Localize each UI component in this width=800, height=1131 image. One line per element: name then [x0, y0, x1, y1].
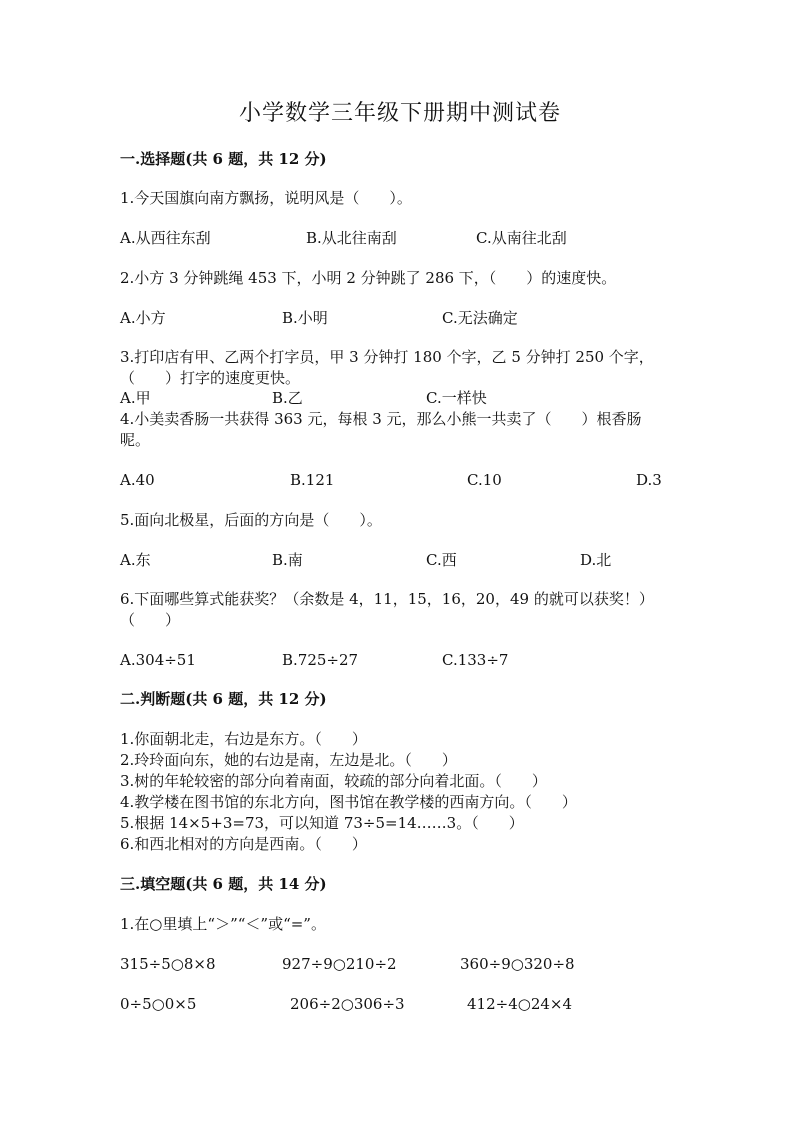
- option-a: A.40: [120, 471, 155, 489]
- question-stem: 1.在○里填上“＞”“＜”或“=”。: [120, 915, 326, 933]
- judgement-item: 2.玲玲面向东，她的右边是南，左边是北。（ ）: [120, 751, 457, 769]
- comparison-item: 412÷4○24×4: [467, 995, 573, 1013]
- judgement-item: 5.根据 14×5+3=73，可以知道 73÷5=14……3。（ ）: [120, 814, 524, 832]
- question-stem: 4.小美卖香肠一共获得 363 元，每根 3 元，那么小熊一共卖了（ ）根香肠: [120, 410, 642, 428]
- option-a: A.东: [120, 551, 151, 569]
- judgement-item: 4.教学楼在图书馆的东北方向，图书馆在教学楼的西南方向。（ ）: [120, 793, 577, 811]
- section-heading-choice: 一.选择题(共 6 题，共 12 分): [120, 150, 327, 168]
- option-c: C.从南往北刮: [476, 229, 567, 247]
- question-stem: 5.面向北极星，后面的方向是（ ）。: [120, 511, 382, 529]
- judgement-item: 6.和西北相对的方向是西南。（ ）: [120, 835, 367, 853]
- question-stem: 3.打印店有甲、乙两个打字员，甲 3 分钟打 180 个字，乙 5 分钟打 250 个字，: [120, 348, 654, 366]
- judgement-item: 1.你面朝北走，右边是东方。（ ）: [120, 730, 367, 748]
- option-d: D.北: [580, 551, 612, 569]
- option-c: C.10: [467, 471, 502, 489]
- question-stem: 6.下面哪些算式能获奖？（余数是 4，11，15，16，20，49 的就可以获奖！）: [120, 590, 654, 608]
- section-heading-fill: 三.填空题(共 6 题，共 14 分): [120, 875, 327, 893]
- option-c: C.一样快: [426, 389, 487, 407]
- option-a: A.甲: [120, 389, 151, 407]
- comparison-item: 360÷9○320÷8: [460, 955, 575, 973]
- option-b: B.南: [272, 551, 303, 569]
- option-d: D.3: [636, 471, 662, 489]
- option-b: B.121: [290, 471, 335, 489]
- comparison-item: 206÷2○306÷3: [290, 995, 405, 1013]
- option-b: B.725÷27: [282, 651, 359, 669]
- question-stem: 2.小方 3 分钟跳绳 453 下，小明 2 分钟跳了 286 下，（ ）的速度快。: [120, 269, 617, 287]
- option-b: B.小明: [282, 309, 328, 327]
- option-b: B.从北往南刮: [306, 229, 397, 247]
- question-stem-continued: （ ）打字的速度更快。: [120, 369, 301, 387]
- question-stem-continued: （ ）: [120, 611, 181, 629]
- option-c: C.无法确定: [442, 309, 518, 327]
- comparison-item: 315÷5○8×8: [120, 955, 216, 973]
- judgement-item: 3.树的年轮较密的部分向着南面，较疏的部分向着北面。（ ）: [120, 772, 547, 790]
- option-c: C.133÷7: [442, 651, 509, 669]
- option-c: C.西: [426, 551, 457, 569]
- option-a: A.小方: [120, 309, 166, 327]
- option-b: B.乙: [272, 389, 303, 407]
- option-a: A.304÷51: [120, 651, 196, 669]
- comparison-item: 0÷5○0×5: [120, 995, 197, 1013]
- comparison-item: 927÷9○210÷2: [282, 955, 397, 973]
- section-heading-judgement: 二.判断题(共 6 题，共 12 分): [120, 690, 327, 708]
- option-a: A.从西往东刮: [120, 229, 211, 247]
- question-stem: 1.今天国旗向南方飘扬，说明风是（ ）。: [120, 189, 412, 207]
- page-title: 小学数学三年级下册期中测试卷: [238, 101, 561, 126]
- question-stem-continued: 呢。: [120, 431, 151, 449]
